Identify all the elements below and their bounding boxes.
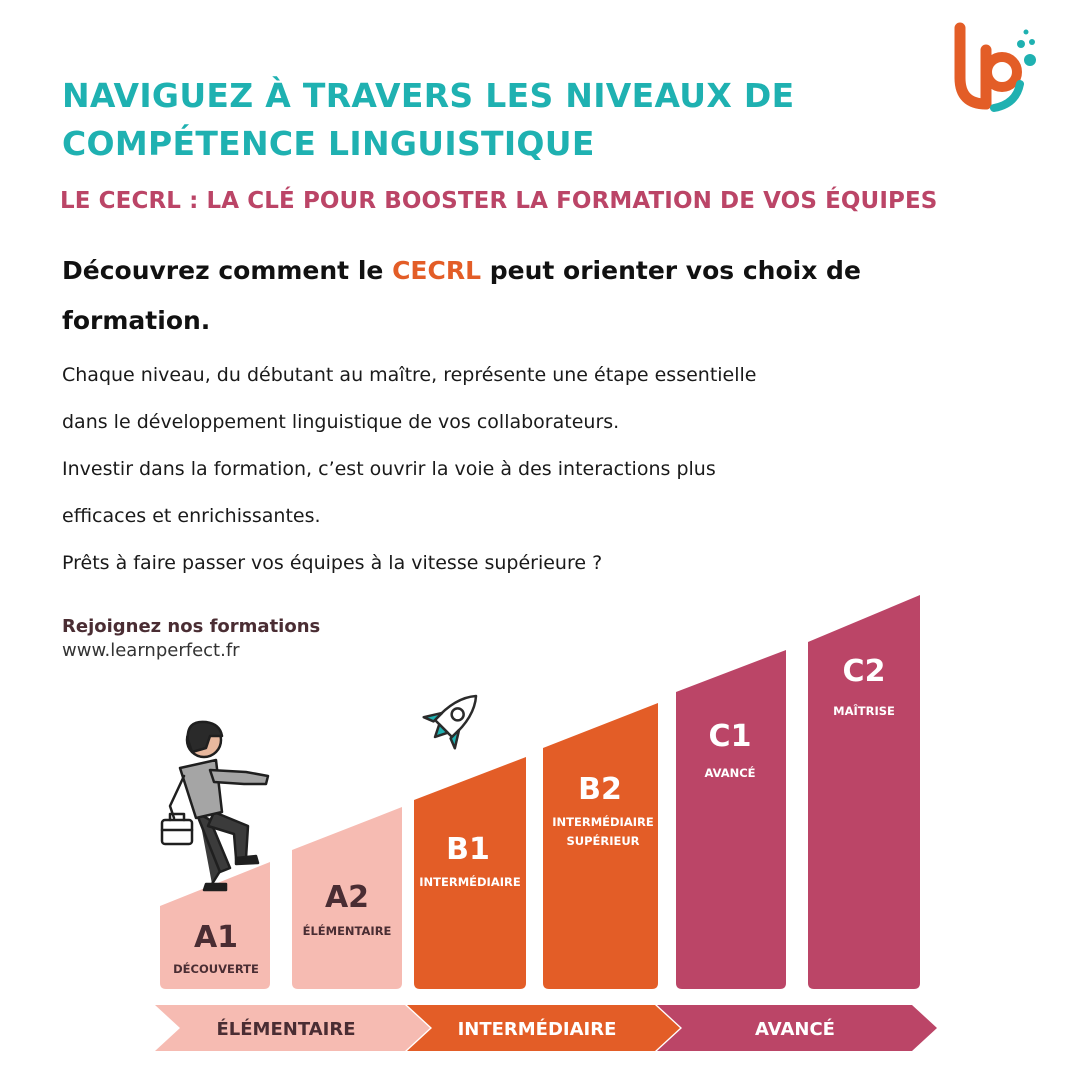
level-name-c2: MAÎTRISE	[833, 704, 895, 718]
title-line-1: NAVIGUEZ À TRAVERS LES NIVEAUX DE	[62, 76, 795, 115]
lead-accent: CECRL	[392, 256, 482, 285]
group-label-elementaire: ÉLÉMENTAIRE	[216, 1019, 356, 1040]
level-code-a1: A1	[193, 920, 239, 955]
cta-join: Rejoignez nos formations	[62, 616, 321, 637]
paragraph-line: dans le développement linguistique de vos collaborateurs.	[62, 411, 620, 433]
paragraph-line: Prêts à faire passer vos équipes à la vitesse supérieure ?	[62, 552, 603, 574]
person-with-briefcase-illustration	[162, 722, 268, 890]
cta-url[interactable]: www.learnperfect.fr	[62, 640, 240, 661]
group-label-avance: AVANCÉ	[755, 1019, 835, 1040]
lead-after: peut orienter vos choix de formation.	[62, 256, 861, 335]
paragraph-line: Chaque niveau, du débutant au maître, représente une étape essentielle	[62, 364, 757, 386]
level-code-b1: B1	[446, 832, 490, 867]
paragraph-line: efficaces et enrichissantes.	[62, 505, 321, 527]
level-code-a2: A2	[324, 880, 370, 915]
rocket-icon	[419, 680, 491, 752]
paragraph-line: Investir dans la formation, c’est ouvrir la voie à des interactions plus	[62, 458, 716, 480]
level-name-a1: DÉCOUVERTE	[173, 962, 259, 976]
logo-lp	[960, 28, 1036, 108]
bar-c1	[676, 650, 786, 989]
level-code-c2: C2	[842, 654, 886, 689]
level-code-b2: B2	[578, 772, 622, 807]
group-label-intermediaire: INTERMÉDIAIRE	[457, 1019, 617, 1040]
lead-before: Découvrez comment le	[62, 256, 393, 285]
level-code-c1: C1	[708, 719, 752, 754]
title-line-2: COMPÉTENCE LINGUISTIQUE	[62, 124, 595, 163]
subtitle: LE CECRL : LA CLÉ POUR BOOSTER LA FORMATION DE VOS ÉQUIPES	[60, 188, 938, 214]
level-name-b2-line2: SUPÉRIEUR	[566, 834, 640, 848]
level-name-a2: ÉLÉMENTAIRE	[302, 924, 392, 938]
level-bars	[160, 595, 920, 989]
bar-b1	[414, 757, 526, 989]
level-name-b1: INTERMÉDIAIRE	[419, 875, 521, 889]
level-name-c1: AVANCÉ	[704, 766, 756, 780]
level-name-b2-line1: INTERMÉDIAIRE	[552, 815, 654, 829]
